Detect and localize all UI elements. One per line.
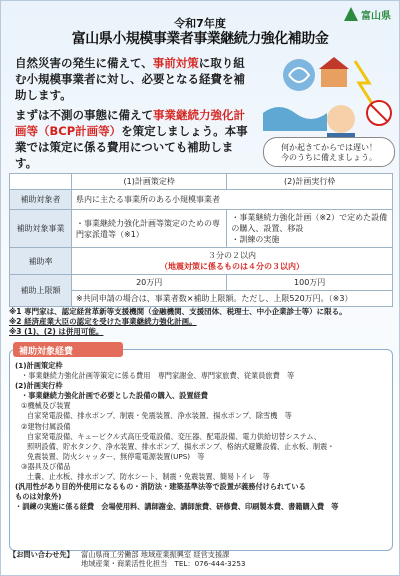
section-plan-item: ・事業継続力強化計画等策定に係る費用 専門家謝金、専門家旅費、従業員旅費 等: [21, 371, 295, 381]
contact-line-1: 富山県商工労働部 地域産業振興室 経営支援課: [81, 550, 230, 559]
project-exec-b: ・訓練の実施: [231, 235, 280, 244]
equipment-detail: 土嚢、止水板、排水ポンプ、防水シート、制震・免震装置、簡易トイレ 等: [27, 472, 270, 482]
speech-bubble: [263, 137, 395, 167]
machinery-detail: 自家発電設備、排水ポンプ、制震・免震装置、浄水装置、揚水ポンプ、除雪機 等: [27, 411, 292, 421]
section-exec-item: ・事業継続力強化計画で必要とした設備の購入、設置経費: [21, 391, 208, 401]
contact-info: [9, 550, 393, 568]
footnotes: [9, 307, 399, 337]
rate-main: ３分の２以内: [208, 251, 256, 260]
intro-text: に取り組む小規模事業者に対し、必要となる経費を補助します。: [15, 56, 245, 102]
section-plan-head: (1)計画策定枠: [15, 361, 63, 370]
project-exec-a: ・事業継続力強化計画（※2）で定めた設備の購入、設置、移設: [231, 213, 388, 233]
intro-paragraph-1: [15, 55, 255, 103]
intro-paragraph-2: [15, 107, 255, 171]
limit-note: ※共同申請の場合は、事業者数×補助上限額。ただし、上限520万円。（※3）: [72, 291, 393, 307]
intro-text: 自然災害の発生に備えて、: [15, 56, 153, 70]
building-detail-3: 免震装置、防火シャッター、無停電電源装置(UPS) 等: [27, 451, 205, 461]
eligible-expenses-body: [15, 361, 389, 512]
project-exec: [227, 210, 393, 248]
exclusion-note-2: ものは対象外): [15, 492, 62, 502]
contact-details: [81, 550, 245, 568]
row-label-target: 補助対象者: [10, 190, 72, 210]
worried-person-icon: [327, 105, 355, 133]
exclusion-note-1: (汎用性があり目的外使用になるもの・消防法・建築基準法等で設置が義務付けられている: [15, 482, 306, 492]
flood-icon: [263, 107, 327, 131]
rate-earthquake: （地震対策に係るものは４分の３以内）: [160, 262, 304, 271]
building-detail-2: 照明設備、貯水タンク、浄水装置、排水ポンプ、揚水ポンプ、格納式避難設備、止水板、制震・: [27, 441, 335, 451]
intro-text: まずは不測の事態に備えて: [15, 108, 153, 122]
note-1: ※1 専門家は、認定経営革新等支援機関（金融機関、支援団体、税理士、中小企業診士等）に限る。: [9, 307, 347, 316]
intro-highlight: 事業継続力強化計画等（BCP計画等）: [15, 108, 245, 138]
building-head: ②建物付属設備: [21, 421, 71, 431]
row-label-limit: 補助上限額: [10, 275, 72, 307]
eligible-expenses-title: 補助対象経費: [13, 342, 123, 357]
limit-plan: 20万円: [72, 275, 227, 291]
intro-text: を策定しましょう。本事業では策定に係る費用についても補助します。: [15, 124, 248, 170]
title-year: 令和7年度: [174, 17, 226, 30]
intro-highlight: 事前対策: [152, 56, 199, 70]
contact-label: 【お問い合わせ先】: [9, 550, 74, 559]
lightning-icon: [355, 61, 373, 105]
col-header-exec: (2)計画実行枠: [227, 174, 393, 190]
col-header-plan: (1)計画策定枠: [72, 174, 227, 190]
bubble-line-2: 今のうちに備えましょう。: [281, 153, 377, 162]
building-detail-1: 自家発電設備、キュービクル式高圧受電設備、変圧器、配電設備、電力供給切替システム、: [27, 431, 321, 441]
contact-line-2: 地域産業・商業活性化担当 TEL：076-444-3253: [81, 559, 246, 568]
bubble-line-1: 何か起きてからでは遅い！: [281, 143, 377, 152]
training-item: ・訓練の実施に係る経費 会場使用料、講師謝金、講師旅費、研修費、印刷製本費、書籍購入費 等: [15, 502, 339, 512]
logo-text: 富山県: [361, 10, 391, 22]
rate-value: [72, 248, 393, 275]
table-corner: [10, 174, 72, 190]
equipment-head: ③器具及び備品: [21, 461, 71, 471]
subsidy-table: [9, 173, 393, 307]
machinery-head: ①機械及び装置: [21, 401, 71, 411]
target-value: 県内に主たる事業所のある小規模事業者: [72, 190, 393, 210]
house-icon: [321, 67, 347, 87]
page-title: 富山県小規模事業者事業継続力強化補助金: [71, 31, 329, 47]
limit-exec: 100万円: [227, 275, 393, 291]
section-exec-head: (2)計画実行枠: [15, 381, 63, 391]
project-plan: ・事業継続力強化計画等策定のための専門家派遣等（※1）: [72, 210, 227, 248]
row-label-rate: 補助率: [10, 248, 72, 275]
note-2: ※2 経済産業大臣の認定を受けた事業継続力強化計画。: [9, 317, 197, 326]
row-label-project: 補助対象事業: [10, 210, 72, 248]
note-3: ※3 (1)、(2) は併用可能。: [9, 327, 104, 336]
